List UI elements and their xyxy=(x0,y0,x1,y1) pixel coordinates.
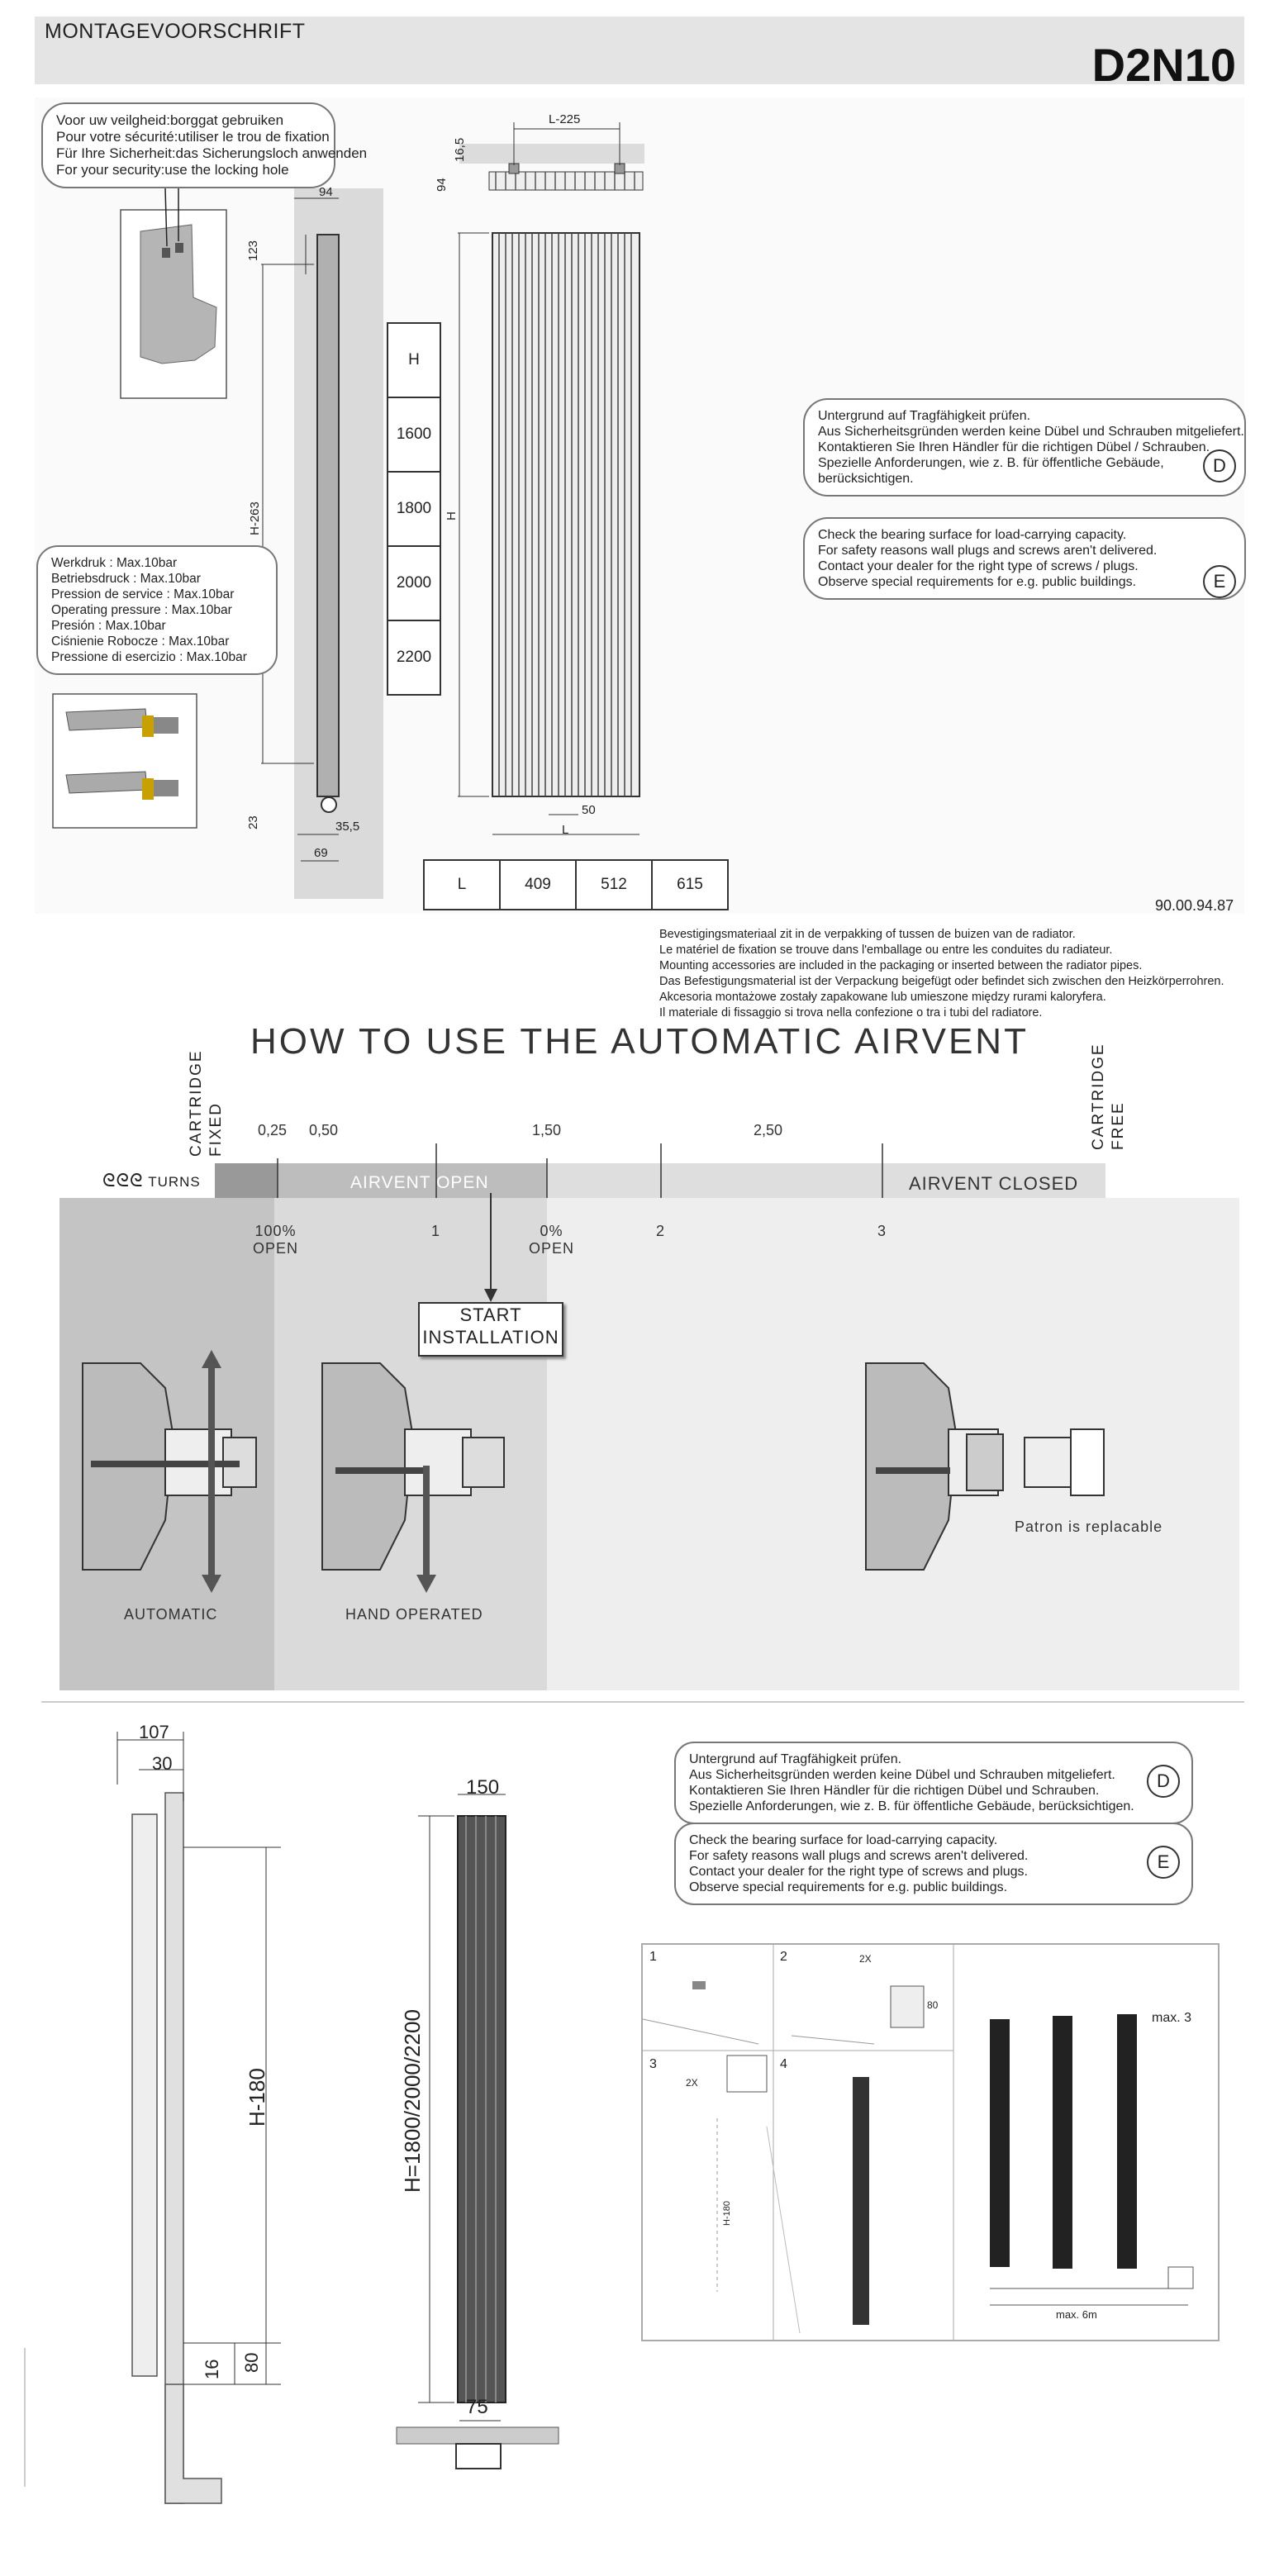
safety-note: Voor uw veilgheid:borggat gebruiken Pour votre sécurité:utiliser le trou de fixation Für Ihre Sicherheit:das Sicherungsloch anwenden For your security:use the locking hole xyxy=(41,102,335,188)
start-installation-box: START INSTALLATION xyxy=(418,1302,563,1357)
letter-e-circle: E xyxy=(1203,565,1236,598)
open-0-label: 0% OPEN xyxy=(529,1223,575,1257)
max-length: max. 6m xyxy=(1056,2308,1097,2321)
dim-94-top: 94 xyxy=(435,178,449,192)
dim-16: 16 xyxy=(202,2359,222,2379)
dim-69: 69 xyxy=(314,846,328,860)
dim-35-5: 35,5 xyxy=(335,820,360,834)
cartridge-fixed-label: CARTRIDGE FIXED xyxy=(188,1049,225,1157)
cartridge-free-label: CARTRIDGE FREE xyxy=(1090,1043,1127,1150)
reference-code: 90.00.94.87 xyxy=(1155,897,1234,914)
dim-75: 75 xyxy=(466,2396,488,2418)
dim-l: L xyxy=(562,823,569,837)
airvent-title: HOW TO USE THE AUTOMATIC AIRVENT xyxy=(250,1021,1029,1062)
dim-h-263: H-263 xyxy=(248,501,262,535)
note-d-2: Untergrund auf Tragfähigkeit prüfen. Aus Sicherheitsgründen werden keine Dübel und Schrauben mitgeliefert. Kontaktieren Sie Ihren Händler für die richtigen Dübel und Schrauben. Spezielle Anforderungen, wie z. B. für öffentliche Gebäude, berücksichtigen. D xyxy=(674,1742,1193,1824)
scale-label: 2,50 xyxy=(754,1122,783,1138)
height-cell: 1600 xyxy=(388,397,440,472)
note-d: Untergrund auf Tragfähigkeit prüfen. Aus Sicherheitsgründen werden keine Dübel und Schrauben mitgeliefert. Kontaktieren Sie Ihren Händler für die richtigen Dübel / Schrauben. Spezielle Anforderungen, wie z. B. für öffentliche Gebäude, berücksichtigen. D xyxy=(803,398,1246,497)
dim-23: 23 xyxy=(246,815,260,829)
dim-30: 30 xyxy=(152,1753,173,1774)
dim-80: 80 xyxy=(241,2352,262,2373)
airvent-closed-label: AIRVENT CLOSED xyxy=(909,1173,1079,1194)
letter-e-circle: E xyxy=(1147,1846,1180,1879)
step-3-dim: H-180 xyxy=(722,2201,732,2226)
height-cell: 2000 xyxy=(388,546,440,620)
step-4-number: 4 xyxy=(780,2057,787,2071)
dim-123: 123 xyxy=(246,240,260,261)
note-e: Check the bearing surface for load-carrying capacity. For safety reasons wall plugs and screws aren't delivered. Contact your dealer for the right type of screws / plugs. Observe special requirements for e.g. public buildings. E xyxy=(803,517,1246,600)
spring-icon: ᘓᘓᘓ xyxy=(102,1170,144,1191)
airvent-open-label: AIRVENT OPEN xyxy=(350,1173,489,1192)
height-cell: 2200 xyxy=(388,620,440,695)
dim-l-225: L-225 xyxy=(549,112,581,126)
pressure-note: Werkdruk : Max.10bar Betriebsdruck : Max.10bar Pression de service : Max.10bar Operating pressure : Max.10bar Presión : Max.10bar Ciśnienie Robocze : Max.10bar Pressione di esercizio : Max.10bar xyxy=(36,545,278,675)
scale-label: 1,50 xyxy=(532,1122,562,1138)
turns-label: TURNS xyxy=(148,1174,201,1190)
length-cell: 512 xyxy=(576,860,652,910)
installation-steps-grid xyxy=(641,1943,1220,2341)
scale-label: 0,50 xyxy=(309,1122,339,1138)
max-count: max. 3 xyxy=(1152,2011,1192,2025)
note-e-2: Check the bearing surface for load-carrying capacity. For safety reasons wall plugs and screws aren't delivered. Contact your dealer for the right type of screws and plugs. Observe special requirements for e.g. public buildings. E xyxy=(674,1823,1193,1905)
letter-d-circle: D xyxy=(1203,449,1236,482)
length-cell: 615 xyxy=(652,860,728,910)
dim-150: 150 xyxy=(466,1776,500,1799)
dim-50: 50 xyxy=(582,803,596,817)
step-3-number: 3 xyxy=(649,2057,657,2071)
height-table xyxy=(387,322,441,696)
hand-operated-label: HAND OPERATED xyxy=(345,1606,483,1623)
dim-h: H xyxy=(445,511,459,520)
dim-h-range: H=1800/2000/2200 xyxy=(400,2009,425,2193)
automatic-label: AUTOMATIC xyxy=(124,1606,218,1623)
step-3-qty: 2X xyxy=(686,2077,698,2089)
open-100-label: 100% OPEN xyxy=(253,1223,299,1257)
dim-16-5: 16,5 xyxy=(453,137,467,162)
mark-1: 1 xyxy=(431,1223,441,1239)
step-2-number: 2 xyxy=(780,1950,787,1964)
scale-label: 0,25 xyxy=(258,1122,288,1138)
dim-94-side: 94 xyxy=(319,185,333,199)
mark-2: 2 xyxy=(656,1223,666,1239)
length-table xyxy=(423,859,729,910)
document-title: MONTAGEVOORSCHRIFT xyxy=(45,20,306,43)
dim-107: 107 xyxy=(139,1722,169,1742)
length-table-header: L xyxy=(424,860,500,910)
step-2-dim: 80 xyxy=(927,1999,939,2011)
model-code: D2N10 xyxy=(1091,39,1236,91)
height-table-header: H xyxy=(388,323,440,397)
height-cell: 1800 xyxy=(388,472,440,546)
mark-3: 3 xyxy=(877,1223,887,1239)
step-1-number: 1 xyxy=(649,1950,657,1964)
step-2-qty: 2X xyxy=(859,1953,872,1965)
length-cell: 409 xyxy=(500,860,576,910)
letter-d-circle: D xyxy=(1147,1765,1180,1798)
fixing-material-note: Bevestigingsmateriaal zit in de verpakking of tussen de buizen van de radiator. Le matériel de fixation se trouve dans l'emballage ou entre les conduites du radiateur. Mounting accessories are included in the packaging or inserted between the radiator pipes. Das Befestigungsmaterial ist der Verpackung beigefügt oder befindet sich zwischen den Heizkörperrohren. Akcesoria montażowe zostały zapakowane lub umieszone między rurami kaloryfera. Il materiale di fissaggio si trova nella confezione o tra i tubi del radiatore. xyxy=(659,928,1224,1019)
dim-h-180: H-180 xyxy=(245,2068,269,2127)
patron-label: Patron is replacable xyxy=(1015,1519,1163,1535)
